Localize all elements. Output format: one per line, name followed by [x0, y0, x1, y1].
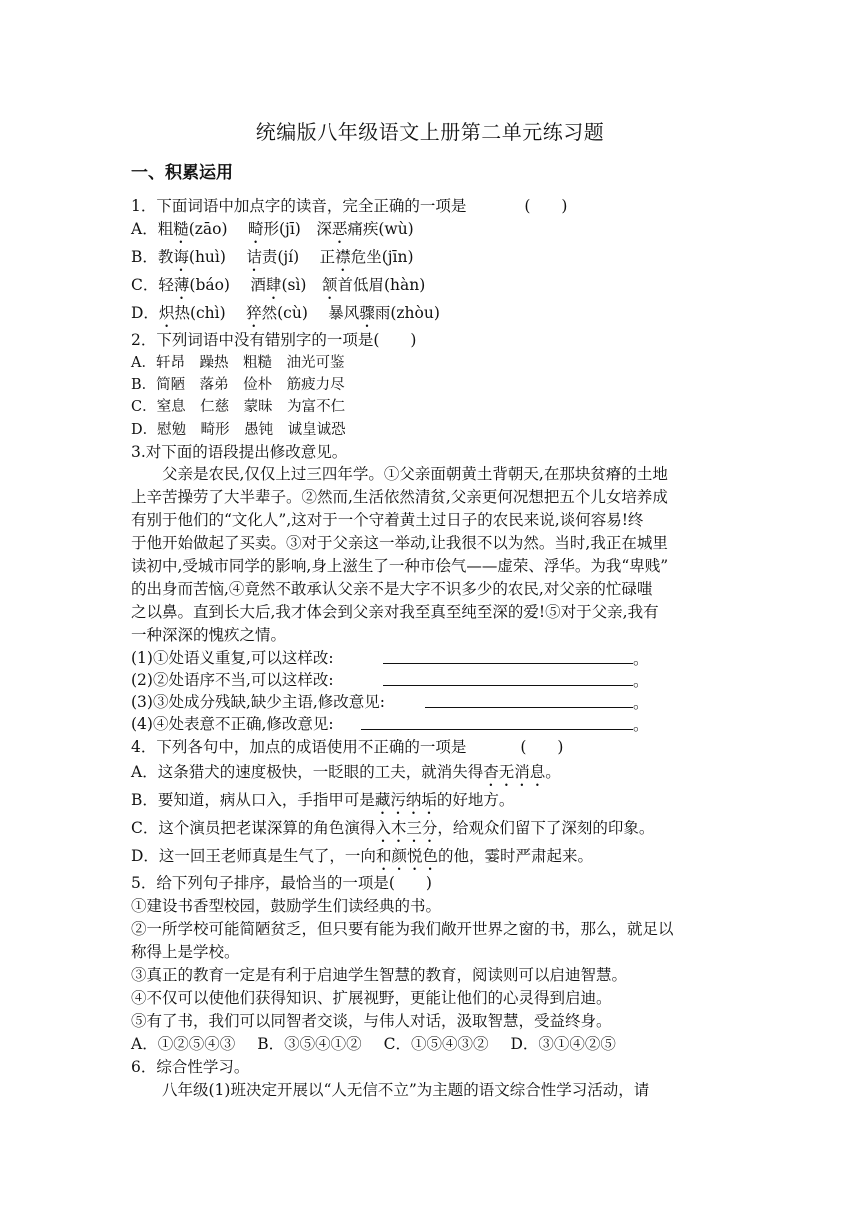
paragraph-line: 上辛苦操劳了大半辈子。②然而,生活依然清贫,父亲更何况想把五个儿女培养成 — [131, 488, 668, 506]
option-c: C．轻薄(báo) 酒肆(sì) 颔首低眉(hàn) — [131, 276, 426, 294]
choice-c: C．①⑤④③② — [383, 1035, 489, 1053]
sub-question-2: (2)②处语序不当,可以这样改: 。 — [131, 671, 649, 690]
paragraph-line: 的出身而苦恼,④竟然不敢承认父亲不是大字不识多少的农民,对父亲的忙碌嗤 — [131, 580, 653, 598]
option-d: D．慰勉 畸形 愚钝 诚皇诚恐 — [131, 422, 346, 438]
dotted-idiom: 和颜悦色 — [375, 847, 438, 865]
answer-blank[interactable] — [383, 670, 633, 686]
question-4-stem: 4．下列各句中，加点的成语使用不正确的一项是 ( ) — [131, 738, 564, 756]
paragraph-line: 八年级(1)班决定开展以“人无信不立”为主题的语文综合性学习活动，请 — [131, 1081, 650, 1099]
answer-blank[interactable] — [425, 692, 633, 708]
choice-b: B．③⑤④①② — [257, 1035, 362, 1053]
dotted-idiom: 入木三分 — [375, 819, 438, 837]
dotted-idiom: 藏污纳垢 — [374, 791, 437, 809]
answer-bracket: ( ) — [520, 738, 564, 756]
sentence-line: ⑤有了书，我们可以同智者交谈，与伟人对话，汲取智慧，受益终身。 — [131, 1012, 612, 1030]
option-d: D．这一回王老师真是生气了，一向和颜悦色的他，霎时严肃起来。 — [131, 847, 593, 865]
dotted-idiom: 杳无消息 — [483, 763, 546, 781]
section-heading: 一、积累运用 — [131, 163, 233, 183]
document-title: 统编版八年级语文上册第二单元练习题 — [255, 120, 605, 144]
option-b: B．教诲(huì) 诘责(jí) 正襟危坐(jīn) — [131, 248, 414, 266]
option-a: A．这条猎犬的速度极快，一眨眼的工夫，就消失得杳无消息。 — [131, 763, 561, 781]
answer-blank[interactable] — [383, 648, 633, 664]
sub-question-1: (1)①处语义重复,可以这样改: 。 — [131, 649, 649, 668]
option-d: D．炽热(chì) 猝然(cù) 暴风骤雨(zhòu) — [131, 304, 440, 322]
sentence-line: 称得上是学校。 — [131, 943, 240, 961]
sub-question-4: (4)④处表意不正确,修改意见: 。 — [131, 715, 649, 734]
option-b: B．简陋 落弟 俭朴 筋疲力尽 — [131, 377, 345, 393]
answer-blank[interactable] — [361, 714, 633, 730]
paragraph-line: 一种深深的愧疚之情。 — [131, 626, 287, 644]
choice-a: A．①②⑤④③ — [131, 1035, 236, 1053]
sentence-line: ②一所学校可能简陋贫乏，但只要有能为我们敞开世界之窗的书，那么，就足以 — [131, 920, 674, 938]
question-2-stem: 2．下列词语中没有错别字的一项是( ) — [131, 331, 417, 349]
option-b: B．要知道，病从口入，手指甲可是藏污纳垢的好地方。 — [131, 791, 515, 809]
paragraph-line: 于他开始做起了买卖。③对于父亲这一举动,让我很不以为然。当时,我正在城里 — [131, 534, 668, 552]
question-1-stem: 1．下面词语中加点字的读音，完全正确的一项是 ( ) — [131, 197, 568, 215]
choice-d: D．③①④②⑤ — [510, 1035, 616, 1053]
sub-question-3: (3)③处成分残缺,缺少主语,修改意见: 。 — [131, 693, 649, 712]
sentence-line: ④不仅可以使他们获得知识、扩展视野，更能让他们的心灵得到启迪。 — [131, 989, 612, 1007]
sentence-line: ①建设书香型校园，鼓励学生们读经典的书。 — [131, 897, 442, 915]
paragraph-line: 父亲是农民,仅仅上过三四年学。①父亲面朝黄土背朝天,在那块贫瘠的土地 — [131, 465, 668, 483]
sentence-line: ③真正的教育一定是有利于启迪学生智慧的教育，阅读则可以启迪智慧。 — [131, 966, 628, 984]
question-3-stem: 3.对下面的语段提出修改意见。 — [131, 443, 348, 461]
question-5-stem: 5．给下列句子排序，最恰当的一项是( ) — [131, 874, 432, 892]
paragraph-line: 读初中,受城市同学的影响,身上滋生了一种市侩气——虚荣、浮华。为我“卑贱” — [131, 557, 669, 575]
option-c: C．窒息 仁慈 蒙昧 为富不仁 — [131, 399, 346, 415]
option-c: C．这个演员把老谋深算的角色演得入木三分，给观众们留下了深刻的印象。 — [131, 819, 655, 837]
option-a: A．粗糙(zāo) 畸形(jī) 深恶痛疾(wù) — [131, 220, 414, 238]
choices-row — [131, 1034, 616, 1054]
paragraph-line: 有别于他们的“文化人”,这对于一个守着黄土过日子的农民来说,谈何容易!终 — [131, 511, 644, 529]
paragraph-line: 之以鼻。直到长大后,我才体会到父亲对我至真至纯至深的爱!⑤对于父亲,我有 — [131, 603, 659, 621]
option-a: A．轩昂 躁热 粗糙 油光可鉴 — [131, 355, 345, 371]
question-6-stem: 6．综合性学习。 — [131, 1058, 250, 1076]
answer-bracket: ( ) — [524, 197, 568, 215]
